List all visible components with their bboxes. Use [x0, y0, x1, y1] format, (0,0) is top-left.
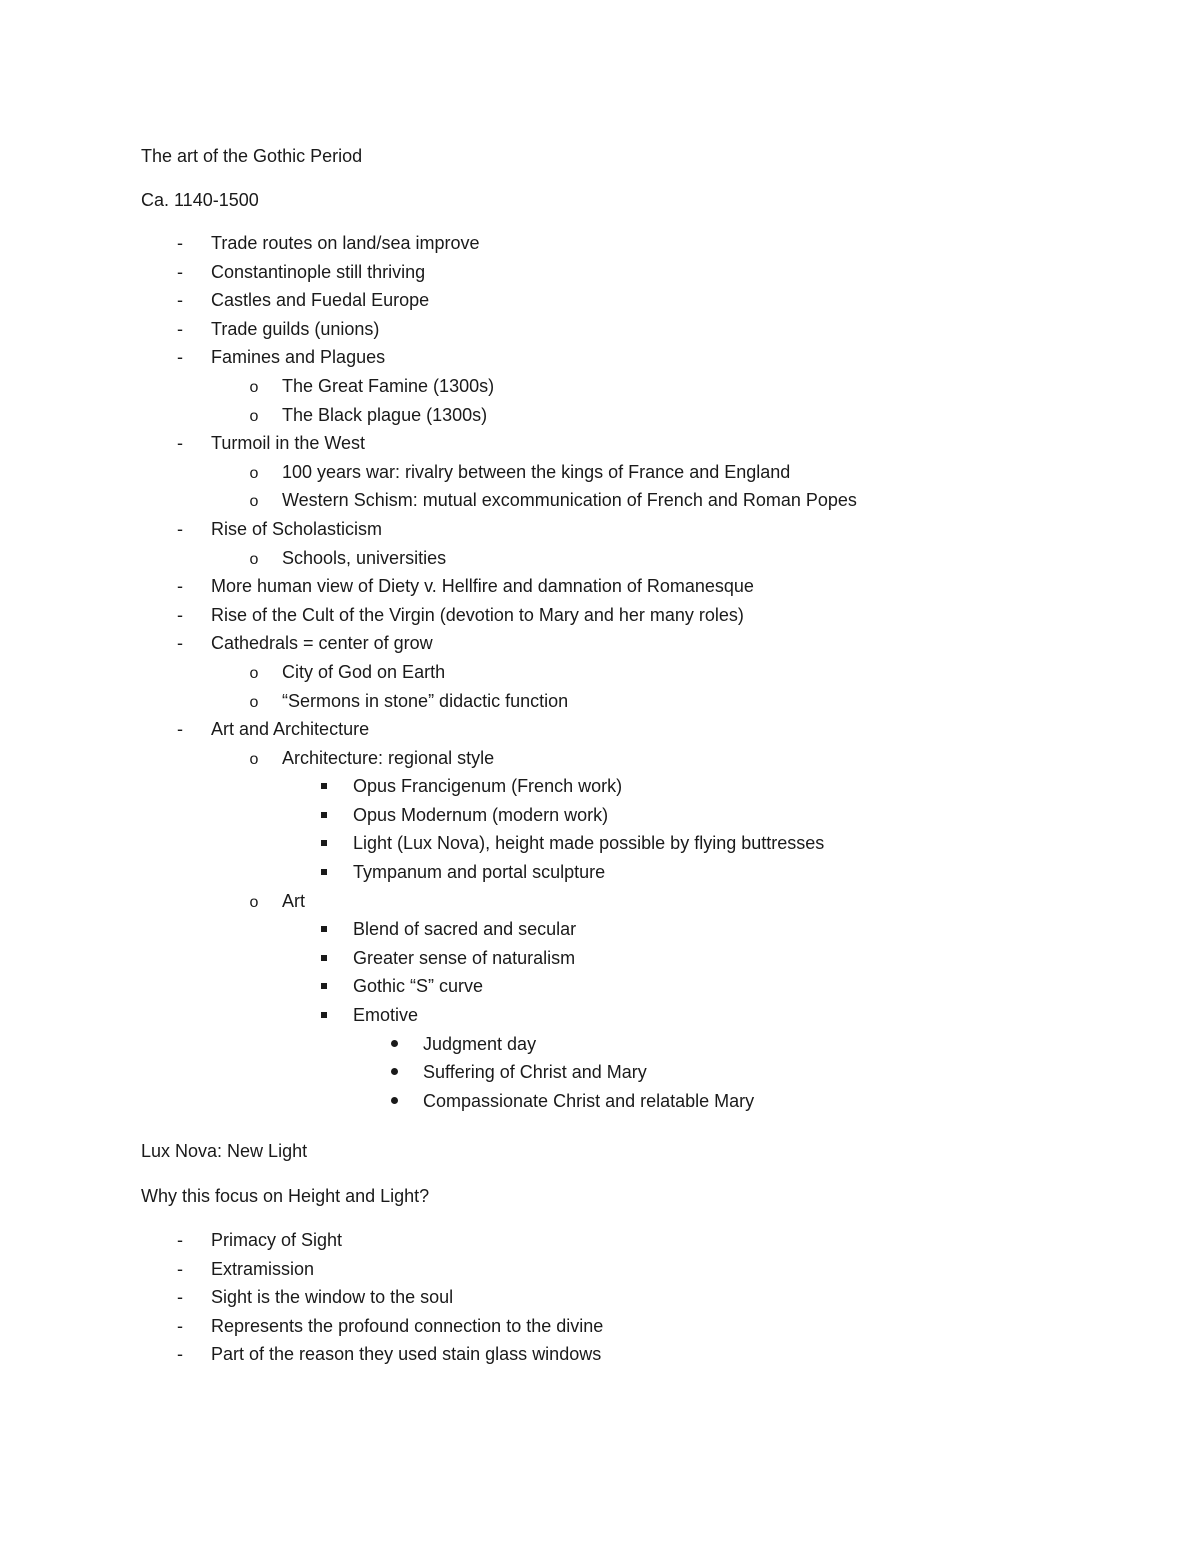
dash-bullet — [170, 1312, 190, 1340]
circle-bullet — [244, 544, 264, 574]
document-title: The art of the Gothic Period — [141, 146, 363, 166]
square-bullet — [314, 972, 334, 1000]
square-bullet — [314, 829, 334, 857]
dash-bullet — [170, 429, 190, 457]
dash-bullet — [170, 629, 190, 657]
dash-bullet — [170, 258, 190, 286]
square-bullet — [314, 915, 334, 943]
dot-bullet — [384, 1058, 404, 1086]
square-bullet — [314, 772, 334, 800]
dash-bullet — [170, 286, 190, 314]
dash-bullet — [170, 715, 190, 743]
circle-bullet — [244, 687, 264, 717]
dash-bullet — [170, 601, 190, 629]
dash-bullet — [170, 1283, 190, 1311]
document-page: The art of the Gothic Period Ca. 1140-1500 - Trade routes on land/sea improve - Constantinople still thriving - Castles and Fuedal Europe - Trade guilds (unions) - Famines and Plagues o The Great Famine (1300s) o The Black plague (1300s) - Turmoil in the West o 100 years war: rivalry between the kings of France and England o Western Schism: mutual excommunication of French and Roman Popes - Rise of Scholasticism o Schools, universities - More human view of Diety v. Hellfire and damnation of Romanesque - Rise of the Cult of the Virgin (devotion to Mary and her many roles) - Cathedrals = center of grow o City of God on Earth o “Sermons in stone” didactic function - Art and Architecture o Architecture: regional style Opus Francigenum (French work) Opus Modernum (modern work) Light (Lux Nova), height made possible by flying buttresses Tympanum and portal sculpture o Art Blend of sacred and secular Greater sense of naturalism Gothic “S” curve Emotive Judgment day Suffering of Christ and Mary Compassionate Christ and relatable Mary Lux Nova: New Light Why this focus on Height and Light? - Primacy of Sight - Extramission - Sight is the window to the soul - Represents the profound connection to the divine - Part of the reason they used stain glass windows — [0, 0, 1200, 1553]
dash-bullet — [170, 315, 190, 343]
dash-bullet — [170, 1255, 190, 1283]
dash-bullet — [170, 515, 190, 543]
lux-nova-heading: Lux Nova: New Light — [141, 1141, 308, 1161]
circle-bullet — [244, 486, 264, 516]
square-bullet — [314, 801, 334, 829]
dash-bullet — [170, 343, 190, 371]
circle-bullet — [244, 887, 264, 917]
dash-bullet — [170, 229, 190, 257]
circle-bullet — [244, 458, 264, 488]
question-text: Why this focus on Height and Light? — [141, 1186, 430, 1206]
circle-bullet — [244, 744, 264, 774]
square-bullet — [314, 858, 334, 886]
circle-bullet — [244, 372, 264, 402]
circle-bullet — [244, 658, 264, 688]
dash-bullet — [170, 572, 190, 600]
dot-bullet — [384, 1030, 404, 1058]
date-range: Ca. 1140-1500 — [141, 190, 259, 210]
circle-bullet — [244, 401, 264, 431]
square-bullet — [314, 944, 334, 972]
dash-bullet — [170, 1226, 190, 1254]
square-bullet — [314, 1001, 334, 1029]
dash-bullet — [170, 1340, 190, 1368]
dot-bullet — [384, 1087, 404, 1115]
